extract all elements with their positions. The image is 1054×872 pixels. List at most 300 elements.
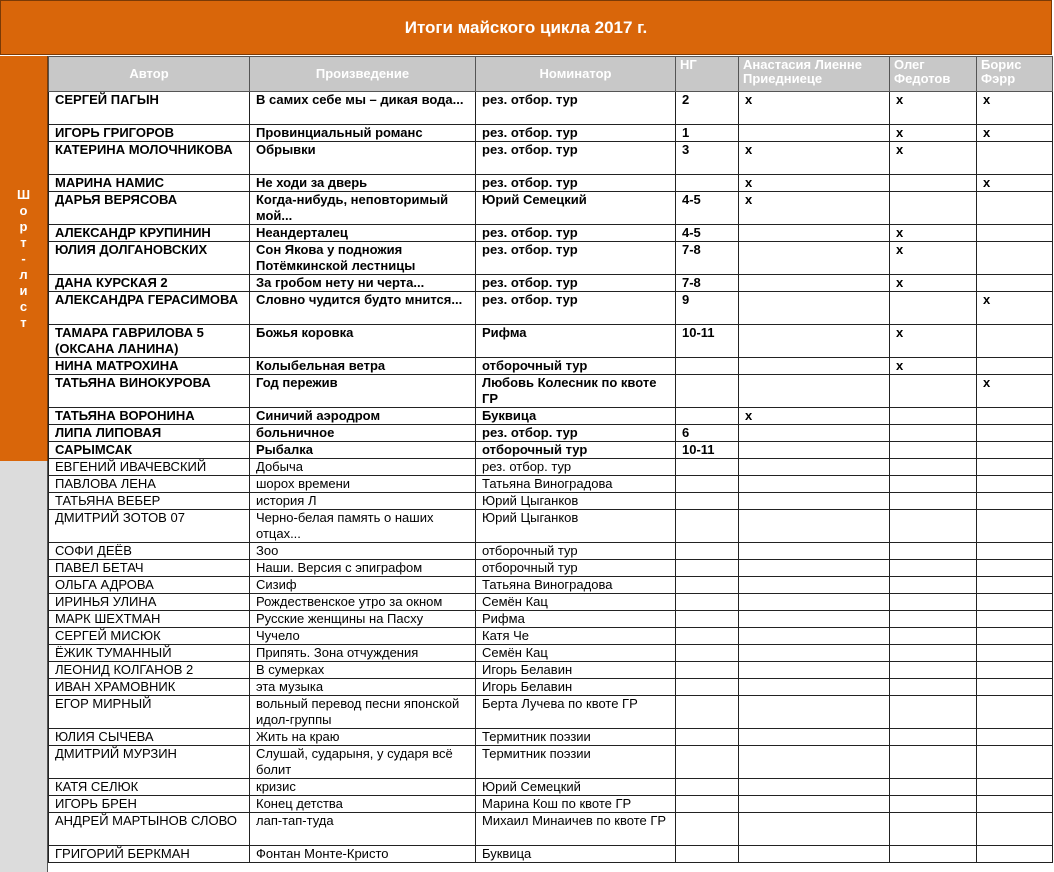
column-header-work: Произведение (250, 57, 476, 92)
nominator-cell: Термитник поэзии (476, 729, 676, 746)
judge1-mark (739, 645, 890, 662)
work-cell: В самих себе мы – дикая вода... (250, 92, 476, 125)
ng-cell: 9 (676, 292, 739, 325)
judge1-mark (739, 125, 890, 142)
shortlist-label-letter: о (19, 202, 28, 218)
nominator-cell: Термитник поэзии (476, 746, 676, 779)
table-row (49, 779, 1053, 796)
shortlist-label-letter: с (19, 298, 28, 314)
shortlist-label-letter: л (19, 266, 28, 282)
ng-cell: 1 (676, 125, 739, 142)
author-cell: АЛЕКСАНДРА ГЕРАСИМОВА (49, 292, 250, 325)
judge1-mark (739, 696, 890, 729)
work-cell: Неандерталец (250, 225, 476, 242)
ng-cell (676, 645, 739, 662)
column-header-author: Автор (49, 57, 250, 92)
author-cell: ИГОРЬ БРЕН (49, 796, 250, 813)
judge2-mark (890, 796, 977, 813)
ng-cell: 6 (676, 425, 739, 442)
nominator-cell: Юрий Цыганков (476, 510, 676, 543)
work-cell: Рыбалка (250, 442, 476, 459)
judge1-mark (739, 846, 890, 863)
work-cell: Русские женщины на Пасху (250, 611, 476, 628)
shortlist-row (49, 408, 1053, 425)
judge3-mark: x (977, 92, 1053, 125)
nominator-cell: рез. отбор. тур (476, 225, 676, 242)
judge2-mark (890, 560, 977, 577)
shortlist-label-letter: т (20, 234, 27, 250)
author-cell: ЮЛИЯ ДОЛГАНОВСКИХ (49, 242, 250, 275)
page-title: Итоги майского цикла 2017 г. (0, 0, 1052, 55)
nominator-cell: отборочный тур (476, 442, 676, 459)
shortlist-row (49, 125, 1053, 142)
author-cell: ГРИГОРИЙ БЕРКМАН (49, 846, 250, 863)
shortlist-label-letter: р (19, 218, 28, 234)
judge2-mark (890, 192, 977, 225)
author-cell: КАТЕРИНА МОЛОЧНИКОВА (49, 142, 250, 175)
nominator-cell: рез. отбор. тур (476, 175, 676, 192)
nominator-cell: Буквица (476, 846, 676, 863)
shortlist-row (49, 242, 1053, 275)
judge3-mark (977, 594, 1053, 611)
judge2-mark (890, 543, 977, 560)
ng-cell: 7-8 (676, 275, 739, 292)
ng-cell (676, 611, 739, 628)
judge3-mark (977, 425, 1053, 442)
table-row (49, 645, 1053, 662)
judge2-mark (890, 846, 977, 863)
judge3-mark (977, 408, 1053, 425)
ng-cell (676, 662, 739, 679)
judge2-mark: x (890, 325, 977, 358)
nominator-cell: Рифма (476, 325, 676, 358)
nominator-cell: рез. отбор. тур (476, 92, 676, 125)
shortlist-row (49, 375, 1053, 408)
column-header-judge3: Борис Фэрр (977, 57, 1053, 92)
judge2-mark (890, 425, 977, 442)
work-cell: Сон Якова у подножия Потёмкинской лестницы (250, 242, 476, 275)
nominator-cell: отборочный тур (476, 358, 676, 375)
author-cell: СОФИ ДЕЁВ (49, 543, 250, 560)
table-row (49, 846, 1053, 863)
judge1-mark: x (739, 408, 890, 425)
author-cell: КАТЯ СЕЛЮК (49, 779, 250, 796)
judge3-mark (977, 796, 1053, 813)
work-cell: Рождественское утро за окном (250, 594, 476, 611)
judge3-mark (977, 242, 1053, 275)
judge2-mark (890, 459, 977, 476)
work-cell: Божья коровка (250, 325, 476, 358)
judge1-mark (739, 662, 890, 679)
shortlist-row (49, 358, 1053, 375)
work-cell: эта музыка (250, 679, 476, 696)
author-cell: ЁЖИК ТУМАННЫЙ (49, 645, 250, 662)
ng-cell: 7-8 (676, 242, 739, 275)
judge3-mark (977, 729, 1053, 746)
shortlist-label-letter: Ш (16, 186, 31, 202)
judge1-mark (739, 425, 890, 442)
results-table (48, 56, 1053, 863)
ng-cell (676, 408, 739, 425)
judge2-mark (890, 779, 977, 796)
judge1-mark: x (739, 142, 890, 175)
nominator-cell: Марина Кош по квоте ГР (476, 796, 676, 813)
work-cell: Обрывки (250, 142, 476, 175)
judge1-mark (739, 476, 890, 493)
judge1-mark (739, 611, 890, 628)
author-cell: ПАВЛОВА ЛЕНА (49, 476, 250, 493)
work-cell: Жить на краю (250, 729, 476, 746)
ng-cell (676, 375, 739, 408)
shortlist-row (49, 325, 1053, 358)
judge3-mark: x (977, 375, 1053, 408)
author-cell: ЛЕОНИД КОЛГАНОВ 2 (49, 662, 250, 679)
author-cell: ТАТЬЯНА ВЕБЕР (49, 493, 250, 510)
work-cell: Колыбельная ветра (250, 358, 476, 375)
nominator-cell: Рифма (476, 611, 676, 628)
judge3-mark (977, 493, 1053, 510)
table-row (49, 696, 1053, 729)
column-header-judge2: Олег Федотов (890, 57, 977, 92)
judge1-mark (739, 594, 890, 611)
shortlist-label-letter: и (19, 282, 28, 298)
table-row (49, 628, 1053, 645)
judge1-mark (739, 242, 890, 275)
judge2-mark (890, 696, 977, 729)
work-cell: Добыча (250, 459, 476, 476)
work-cell: Синичий аэродром (250, 408, 476, 425)
work-cell: Словно чудится будто мнится... (250, 292, 476, 325)
judge2-mark (890, 375, 977, 408)
judge3-mark: x (977, 292, 1053, 325)
judge1-mark (739, 560, 890, 577)
work-cell: лап-тап-туда (250, 813, 476, 846)
author-cell: ИРИНЬЯ УЛИНА (49, 594, 250, 611)
author-cell: ИГОРЬ ГРИГОРОВ (49, 125, 250, 142)
nominator-cell: рез. отбор. тур (476, 142, 676, 175)
judge3-mark (977, 560, 1053, 577)
work-cell: Год пережив (250, 375, 476, 408)
judge3-mark (977, 645, 1053, 662)
judge1-mark (739, 459, 890, 476)
ng-cell: 4-5 (676, 225, 739, 242)
shortlist-row (49, 292, 1053, 325)
judge1-mark (739, 779, 890, 796)
table-row (49, 594, 1053, 611)
judge2-mark: x (890, 242, 977, 275)
judge1-mark (739, 813, 890, 846)
nominator-cell: рез. отбор. тур (476, 275, 676, 292)
judge1-mark (739, 729, 890, 746)
judge2-mark (890, 628, 977, 645)
author-cell: СЕРГЕЙ МИСЮК (49, 628, 250, 645)
judge1-mark (739, 358, 890, 375)
judge2-mark: x (890, 275, 977, 292)
nominator-cell: рез. отбор. тур (476, 292, 676, 325)
judge1-mark (739, 510, 890, 543)
column-header-nominator: Номинатор (476, 57, 676, 92)
nominator-cell: Татьяна Виноградова (476, 577, 676, 594)
ng-cell (676, 594, 739, 611)
author-cell: ТАТЬЯНА ВОРОНИНА (49, 408, 250, 425)
judge1-mark (739, 679, 890, 696)
author-cell: ДМИТРИЙ МУРЗИН (49, 746, 250, 779)
table-row (49, 510, 1053, 543)
judge2-mark (890, 645, 977, 662)
nominator-cell: Любовь Колесник по квоте ГР (476, 375, 676, 408)
ng-cell (676, 560, 739, 577)
nominator-cell: Берта Лучева по квоте ГР (476, 696, 676, 729)
work-cell: Сизиф (250, 577, 476, 594)
shortlist-label-letter: т (20, 314, 27, 330)
judge2-mark (890, 813, 977, 846)
ng-cell (676, 510, 739, 543)
work-cell: вольный перевод песни японской идол-группы (250, 696, 476, 729)
work-cell: история Л (250, 493, 476, 510)
author-cell: АНДРЕЙ МАРТЫНОВ СЛОВО (49, 813, 250, 846)
nominator-cell: Михаил Минаичев по квоте ГР (476, 813, 676, 846)
judge2-mark: x (890, 358, 977, 375)
work-cell: Конец детства (250, 796, 476, 813)
work-cell: кризис (250, 779, 476, 796)
work-cell: Зоо (250, 543, 476, 560)
judge2-mark (890, 292, 977, 325)
shortlist-row (49, 142, 1053, 175)
judge3-mark (977, 476, 1053, 493)
judge2-mark (890, 662, 977, 679)
judge3-mark (977, 662, 1053, 679)
judge1-mark (739, 375, 890, 408)
judge3-mark (977, 442, 1053, 459)
judge1-mark (739, 493, 890, 510)
judge2-mark (890, 408, 977, 425)
judge2-mark (890, 442, 977, 459)
author-cell: ЕВГЕНИЙ ИВАЧЕВСКИЙ (49, 459, 250, 476)
ng-cell (676, 358, 739, 375)
shortlist-label (0, 56, 48, 461)
work-cell: Черно-белая память о наших отцах... (250, 510, 476, 543)
author-cell: ТАМАРА ГАВРИЛОВА 5 (ОКСАНА ЛАНИНА) (49, 325, 250, 358)
judge3-mark (977, 813, 1053, 846)
column-header-judge1: Анастасия Лиенне Приедниеце (739, 57, 890, 92)
author-cell: ЕГОР МИРНЫЙ (49, 696, 250, 729)
nominator-cell: Семён Кац (476, 594, 676, 611)
work-cell: Фонтан Монте-Кристо (250, 846, 476, 863)
judge2-mark (890, 577, 977, 594)
nominator-cell: отборочный тур (476, 560, 676, 577)
shortlist-row (49, 425, 1053, 442)
nominator-cell: рез. отбор. тур (476, 242, 676, 275)
ng-cell (676, 813, 739, 846)
judge1-mark (739, 275, 890, 292)
shortlist-row (49, 225, 1053, 242)
author-cell: ДАРЬЯ ВЕРЯСОВА (49, 192, 250, 225)
work-cell: Провинциальный романс (250, 125, 476, 142)
author-cell: НИНА МАТРОХИНА (49, 358, 250, 375)
ng-cell: 2 (676, 92, 739, 125)
ng-cell (676, 543, 739, 560)
judge3-mark (977, 510, 1053, 543)
judge2-mark (890, 611, 977, 628)
judge3-mark (977, 275, 1053, 292)
nominator-cell: Игорь Белавин (476, 679, 676, 696)
ng-cell (676, 577, 739, 594)
ng-cell (676, 476, 739, 493)
ng-cell (676, 746, 739, 779)
shortlist-label-letter: - (21, 250, 26, 266)
judge3-mark (977, 846, 1053, 863)
work-cell: В сумерках (250, 662, 476, 679)
table-row (49, 476, 1053, 493)
table-row (49, 493, 1053, 510)
judge1-mark (739, 442, 890, 459)
judge3-mark (977, 611, 1053, 628)
author-cell: ПАВЕЛ БЕТАЧ (49, 560, 250, 577)
work-cell: Чучело (250, 628, 476, 645)
ng-cell (676, 696, 739, 729)
ng-cell (676, 459, 739, 476)
author-cell: МАРК ШЕХТМАН (49, 611, 250, 628)
judge3-mark (977, 628, 1053, 645)
judge3-mark (977, 142, 1053, 175)
ng-cell: 4-5 (676, 192, 739, 225)
work-cell: Слушай, сударыня, у сударя всё болит (250, 746, 476, 779)
judge2-mark: x (890, 125, 977, 142)
author-cell: СЕРГЕЙ ПАГЫН (49, 92, 250, 125)
shortlist-row (49, 192, 1053, 225)
table-row (49, 611, 1053, 628)
nominator-cell: Юрий Семецкий (476, 192, 676, 225)
judge3-mark (977, 746, 1053, 779)
judge3-mark (977, 779, 1053, 796)
nominator-cell: рез. отбор. тур (476, 125, 676, 142)
ng-cell (676, 846, 739, 863)
judge2-mark (890, 679, 977, 696)
others-sidebar (0, 461, 48, 872)
table-row (49, 729, 1053, 746)
table-row (49, 796, 1053, 813)
judge2-mark (890, 729, 977, 746)
nominator-cell: Татьяна Виноградова (476, 476, 676, 493)
judge1-mark (739, 577, 890, 594)
judge2-mark: x (890, 142, 977, 175)
ng-cell: 10-11 (676, 325, 739, 358)
table-row (49, 560, 1053, 577)
work-cell: Когда-нибудь, неповторимый мой... (250, 192, 476, 225)
judge1-mark: x (739, 92, 890, 125)
ng-cell (676, 493, 739, 510)
work-cell: Припять. Зона отчуждения (250, 645, 476, 662)
judge3-mark (977, 358, 1053, 375)
author-cell: ЛИПА ЛИПОВАЯ (49, 425, 250, 442)
ng-cell (676, 796, 739, 813)
judge3-mark (977, 679, 1053, 696)
work-cell: шорох времени (250, 476, 476, 493)
table-row (49, 813, 1053, 846)
author-cell: ДМИТРИЙ ЗОТОВ 07 (49, 510, 250, 543)
work-cell: За гробом нету ни черта... (250, 275, 476, 292)
nominator-cell: отборочный тур (476, 543, 676, 560)
judge3-mark (977, 696, 1053, 729)
judge2-mark (890, 746, 977, 779)
ng-cell (676, 628, 739, 645)
judge1-mark: x (739, 192, 890, 225)
table-row (49, 543, 1053, 560)
judge1-mark (739, 225, 890, 242)
judge2-mark: x (890, 225, 977, 242)
nominator-cell: Юрий Семецкий (476, 779, 676, 796)
judge1-mark (739, 796, 890, 813)
judge1-mark (739, 543, 890, 560)
author-cell: ЮЛИЯ СЫЧЕВА (49, 729, 250, 746)
shortlist-row (49, 275, 1053, 292)
nominator-cell: рез. отбор. тур (476, 425, 676, 442)
author-cell: ОЛЬГА АДРОВА (49, 577, 250, 594)
table-row (49, 746, 1053, 779)
table-row (49, 662, 1053, 679)
column-header-ng: НГ (676, 57, 739, 92)
shortlist-row (49, 175, 1053, 192)
shortlist-row (49, 442, 1053, 459)
table-row (49, 459, 1053, 476)
ng-cell (676, 679, 739, 696)
author-cell: ТАТЬЯНА ВИНОКУРОВА (49, 375, 250, 408)
judge2-mark (890, 175, 977, 192)
judge1-mark: x (739, 175, 890, 192)
judge3-mark (977, 192, 1053, 225)
author-cell: ДАНА КУРСКАЯ 2 (49, 275, 250, 292)
header-row (49, 57, 1053, 92)
judge3-mark (977, 543, 1053, 560)
judge3-mark (977, 225, 1053, 242)
nominator-cell: Катя Че (476, 628, 676, 645)
ng-cell (676, 779, 739, 796)
ng-cell (676, 729, 739, 746)
judge2-mark (890, 594, 977, 611)
nominator-cell: Игорь Белавин (476, 662, 676, 679)
table-row (49, 679, 1053, 696)
judge3-mark: x (977, 125, 1053, 142)
work-cell: больничное (250, 425, 476, 442)
judge2-mark (890, 510, 977, 543)
judge3-mark: x (977, 175, 1053, 192)
judge1-mark (739, 628, 890, 645)
judge1-mark (739, 292, 890, 325)
ng-cell: 3 (676, 142, 739, 175)
ng-cell (676, 175, 739, 192)
nominator-cell: Юрий Цыганков (476, 493, 676, 510)
author-cell: МАРИНА НАМИС (49, 175, 250, 192)
judge1-mark (739, 746, 890, 779)
nominator-cell: Буквица (476, 408, 676, 425)
judge3-mark (977, 325, 1053, 358)
work-cell: Наши. Версия с эпиграфом (250, 560, 476, 577)
judge2-mark: x (890, 92, 977, 125)
work-cell: Не ходи за дверь (250, 175, 476, 192)
table-row (49, 577, 1053, 594)
shortlist-row (49, 92, 1053, 125)
author-cell: САРЫМСАК (49, 442, 250, 459)
judge3-mark (977, 577, 1053, 594)
judge1-mark (739, 325, 890, 358)
author-cell: АЛЕКСАНДР КРУПИНИН (49, 225, 250, 242)
nominator-cell: рез. отбор. тур (476, 459, 676, 476)
judge2-mark (890, 493, 977, 510)
nominator-cell: Семён Кац (476, 645, 676, 662)
author-cell: ИВАН ХРАМОВНИК (49, 679, 250, 696)
judge2-mark (890, 476, 977, 493)
judge3-mark (977, 459, 1053, 476)
